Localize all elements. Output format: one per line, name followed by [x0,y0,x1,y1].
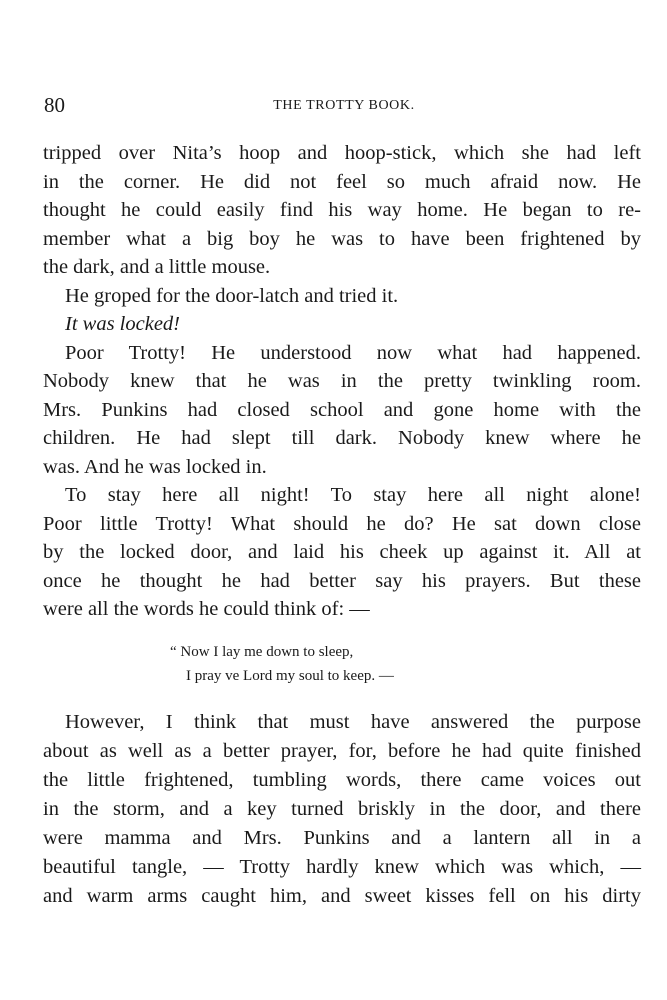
text-line: about as well as a better prayer, for, before he had quite finished [43,740,641,762]
text-line: thought he could easily find his way home. He began to re- [43,199,641,221]
text-line: children. He had slept till dark. Nobody knew where he [43,427,641,449]
prayer-verse [170,640,490,688]
text-line: in the storm, and a key turned briskly in the door, and there [43,798,641,820]
verse-line-2: I pray ve Lord my soul to keep. — [186,668,394,684]
text-line: the dark, and a little mouse. [43,256,271,278]
page-header [44,92,644,118]
text-line: To stay here all night! To stay here all night alone! [65,484,641,506]
body-text-top [43,139,641,624]
page-number: 80 [44,93,65,117]
running-head: THE TROTTY BOOK. [273,98,415,113]
text-line: and warm arms caught him, and sweet kisses fell on his dirty [43,885,641,907]
body-text-bottom [43,708,641,911]
text-line: Poor Trotty! He understood now what had happened. [65,341,641,364]
text-line: were mamma and Mrs. Punkins and a lantern all in a [43,827,641,849]
text-line: by the locked door, and laid his cheek up against it. All at [43,541,641,563]
text-line: the little frightened, tumbling words, there came voices out [43,769,641,791]
text-line: was. And he was locked in. [43,455,267,478]
text-line: Mrs. Punkins had closed school and gone home with the [43,398,641,421]
text-line: Poor little Trotty! What should he do? He sat down close [43,512,641,535]
text-line: However, I think that must have answered the purpose [65,711,641,733]
text-line: member what a big boy he was to have been frightened by [43,227,641,250]
text-line: He groped for the door-latch and tried it. [65,284,399,307]
text-line: beautiful tangle, — Trotty hardly knew which was which, — [43,856,641,878]
text-line: It was locked! [65,313,180,335]
text-line: tripped over Nita’s hoop and hoop-stick, which she had left [43,142,641,164]
text-line: were all the words he could think of: — [43,598,370,620]
verse-line-1: “ Now I lay me down to sleep, [170,644,354,660]
text-line: Nobody knew that he was in the pretty twinkling room. [43,370,641,392]
text-line: in the corner. He did not feel so much afraid now. He [43,170,641,193]
text-line: once he thought he had better say his prayers. But these [43,569,641,592]
